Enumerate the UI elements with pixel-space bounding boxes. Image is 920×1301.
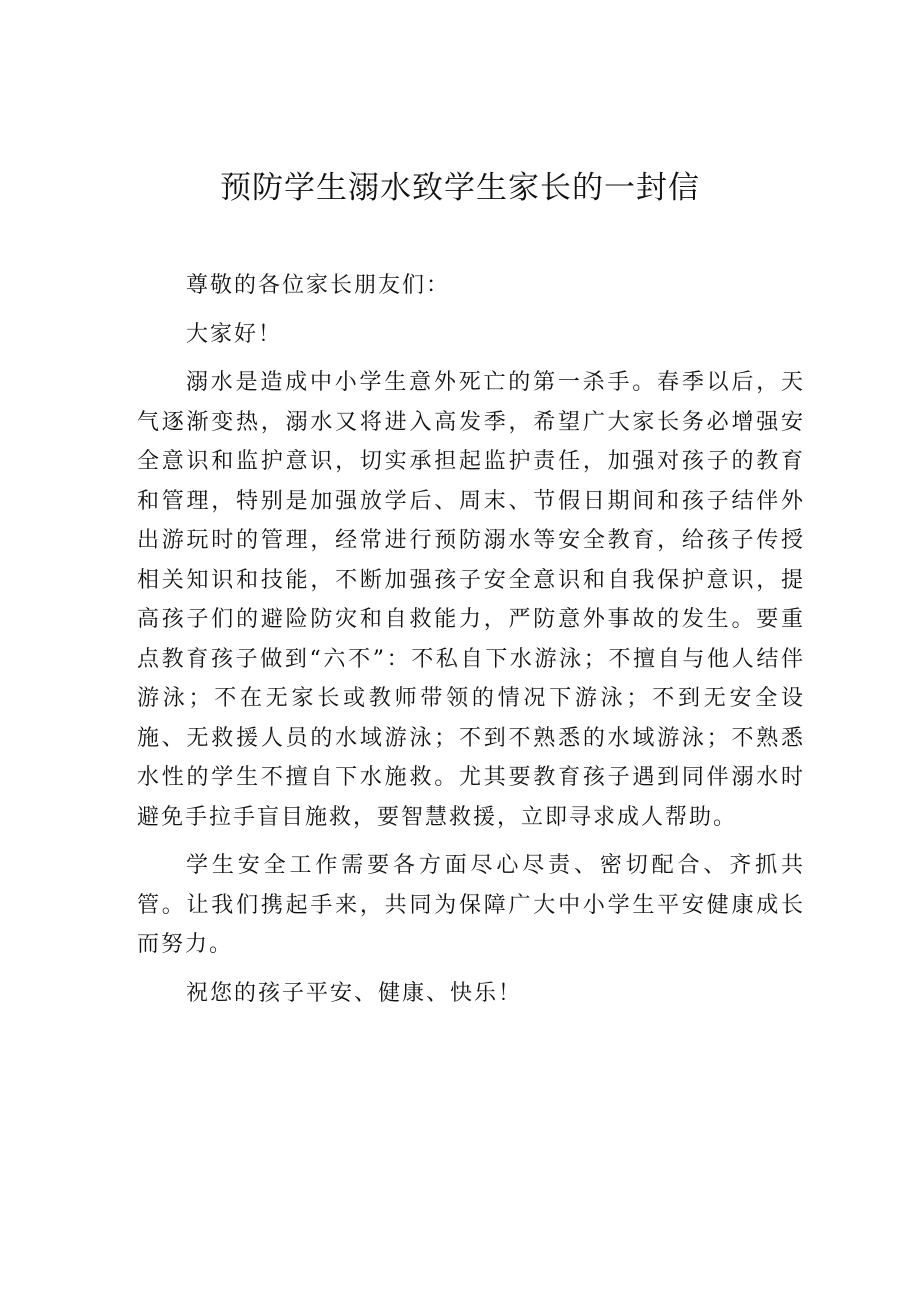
document-title: 预防学生溺水致学生家长的一封信 [220, 170, 700, 206]
paragraph-call-to-action: 学生安全工作需要各方面尽心尽责、密切配合、齐抓共管。让我们携起手来，共同为保障广大中小学生平安健康成长而努力。 [137, 853, 805, 957]
letter-body [137, 266, 805, 1022]
salutation: 尊敬的各位家长朋友们： [186, 273, 451, 298]
greeting: 大家好！ [186, 321, 283, 347]
closing-wish: 祝您的孩子平安、健康、快乐！ [186, 980, 523, 1006]
paragraph-main: 溺水是造成中小学生意外死亡的第一杀手。春季以后，天气逐渐变热，溺水又将进入高发季，希望广大家长务必增强安全意识和监护意识，切实承担起监护责任，加强对孩子的教育和管理，特别是加强放学后、周末、节假日期间和孩子结伴外出游玩时的管理，经常进行预防溺水等安全教育，给孩子传授相关知识和技能，不断加强孩子安全意识和自我保护意识，提高孩子们的避险防灾和自救能力，严防意外事故的发生。要重点教育孩子做到“六不”：不私自下水游泳；不擅自与他人结伴游泳；不在无家长或教师带领的情况下游泳；不到无安全设施、无救援人员的水域游泳；不到不熟悉的水域游泳；不熟悉水性的学生不擅自下水施救。尤其要教育孩子遇到同伴溺水时避免手拉手盲目施救，要智慧救援，立即寻求成人帮助。 [137, 370, 805, 830]
